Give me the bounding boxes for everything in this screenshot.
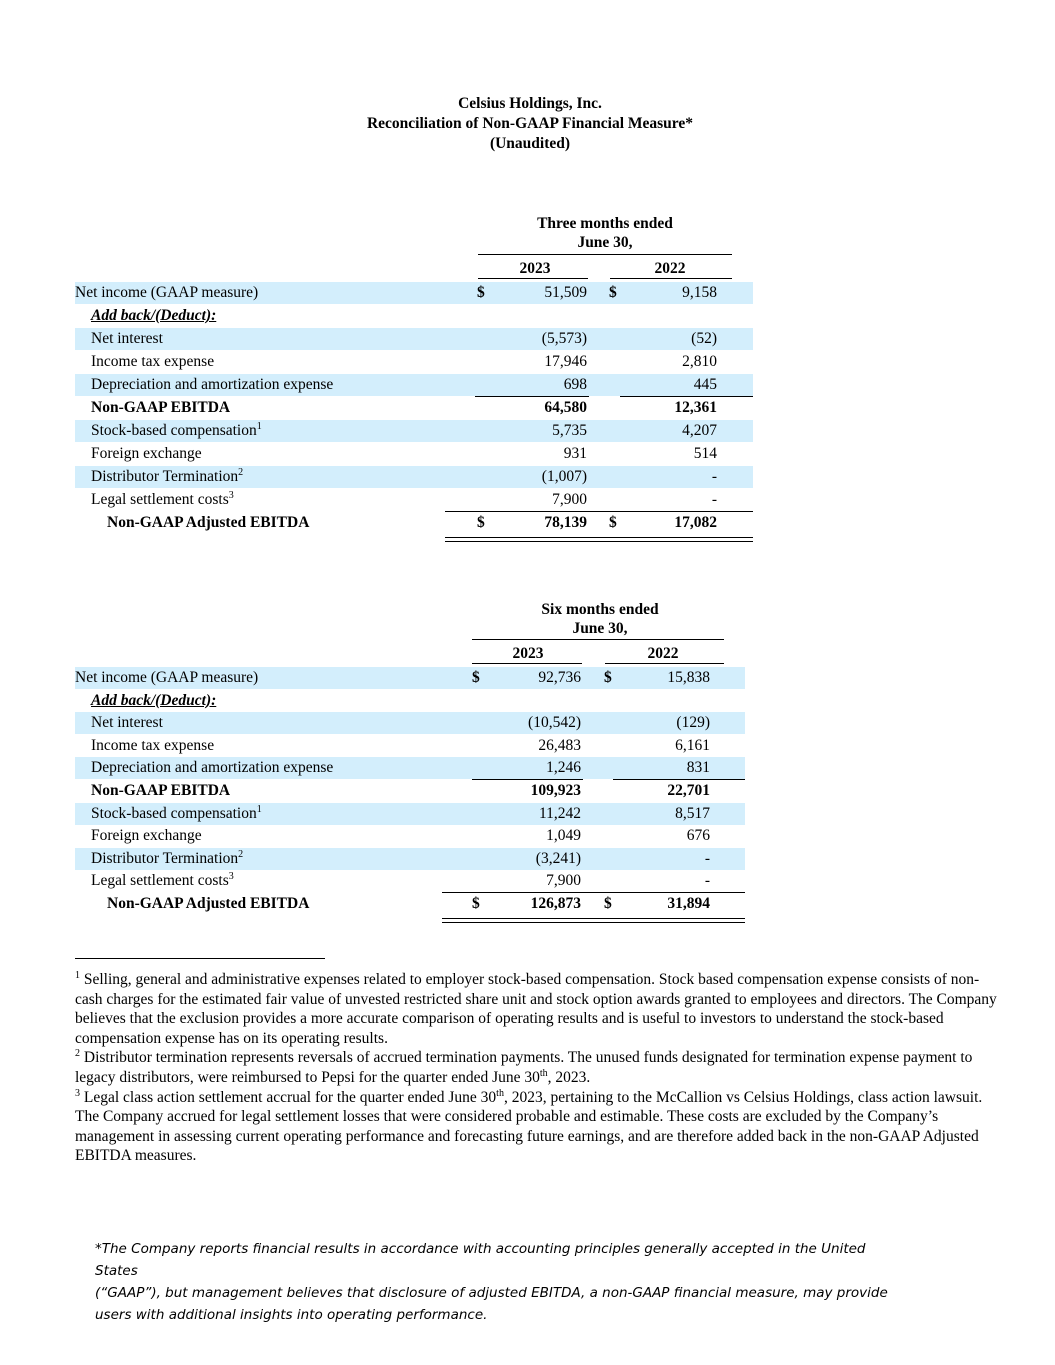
- year-header-2023: 2023: [519, 260, 551, 277]
- table-row-distributor-termination: [75, 466, 753, 488]
- value-2022: 9,158: [682, 284, 717, 301]
- six-months-table: [75, 600, 755, 930]
- row-label: Add back/(Deduct):: [91, 307, 217, 324]
- currency-symbol: $: [609, 284, 617, 301]
- value-2022: -: [711, 491, 717, 508]
- grand-total-double-rule: [445, 537, 753, 542]
- ordinal-suffix: th: [539, 1067, 548, 1079]
- value-2023: (1,007): [541, 468, 587, 485]
- company-name: Celsius Holdings, Inc.: [458, 95, 602, 112]
- row-label: Stock-based compensation$^1$: [91, 803, 262, 822]
- row-label: Non-GAAP Adjusted EBITDA: [107, 514, 310, 531]
- currency-symbol: $: [609, 514, 617, 531]
- value-2023: 931: [563, 445, 587, 462]
- currency-symbol: $: [604, 895, 612, 912]
- value-2022: 445: [693, 376, 717, 393]
- footnote-3: [75, 1088, 1000, 1166]
- value-2022: 514: [693, 445, 717, 462]
- value-2022: 676: [686, 827, 710, 845]
- footnote-text: Distributor termination represents reversals of accrued termination payments. The unused funds designated for termination expense payment to legacy distributors, were reimbursed to Pepsi for the quarter ended June 30: [75, 1049, 973, 1086]
- footnote-text: Selling, general and administrative expenses related to employer stock-based compensation. Stock based compensation expense consists of non-cash charges for the estimated fair value of unvested restricted share unit and stock option awards granted to employees and directors. The Company believes that the exclusion provides a more accurate comparison of operating results and is useful to investors to understand the stock-based compensation expense has on its operating results.: [75, 971, 997, 1047]
- grand-total-double-rule: [442, 918, 745, 923]
- table-row-net-interest: [75, 328, 753, 350]
- row-label: Foreign exchange: [91, 827, 202, 845]
- year-rule-2022: [605, 663, 724, 664]
- value-2023: 78,139: [544, 514, 587, 531]
- subtotal-rule: [620, 396, 753, 397]
- disclaimer: [95, 1238, 895, 1326]
- value-2023: 109,923: [530, 782, 581, 799]
- total-rule: [442, 892, 745, 893]
- value-2022: 6,161: [675, 736, 710, 754]
- currency-symbol: $: [472, 669, 480, 686]
- year-rule-2022: [610, 278, 732, 279]
- year-header-2023: 2023: [512, 645, 544, 662]
- currency-symbol: $: [477, 284, 485, 301]
- header-rule: [472, 639, 724, 640]
- page-title: Reconciliation of Non-GAAP Financial Measure*: [366, 115, 694, 132]
- row-label: Add back/(Deduct):: [91, 691, 217, 709]
- value-2022: -: [711, 468, 717, 485]
- year-rule-2023: [472, 663, 582, 664]
- footnote-2: [75, 1048, 1000, 1087]
- currency-symbol: $: [472, 895, 480, 912]
- value-2022: 22,701: [667, 782, 710, 799]
- value-2023: (3,241): [535, 849, 581, 867]
- value-2023: (5,573): [541, 330, 587, 347]
- footnote-ref: 1: [256, 803, 262, 815]
- row-label: Foreign exchange: [91, 445, 202, 462]
- table-row-non-gaap-ebitda: [75, 780, 745, 802]
- subtotal-rule: [613, 779, 745, 780]
- value-2023: 126,873: [530, 895, 581, 912]
- currency-symbol: $: [477, 514, 485, 531]
- table-row-net-income-gaap-measure: [75, 667, 745, 689]
- value-2022: (52): [691, 330, 717, 347]
- table-row-add-back-deduct: [75, 690, 745, 712]
- value-2023: 64,580: [544, 399, 587, 416]
- footnote-text-end: , 2023.: [547, 1068, 591, 1086]
- value-2022: 831: [686, 759, 710, 777]
- row-label: Non-GAAP EBITDA: [91, 782, 231, 799]
- table-row-net-income-gaap-measure: [75, 282, 753, 304]
- footnote-text: Legal class action settlement accrual for the quarter ended June 30: [80, 1088, 497, 1106]
- value-2022: 4,207: [682, 422, 717, 439]
- period-header: [470, 600, 730, 638]
- page-header: [0, 94, 1055, 154]
- value-2023: 1,049: [546, 827, 581, 845]
- header-rule: [478, 254, 732, 255]
- value-2023: 51,509: [544, 284, 587, 301]
- footnote-number: 3: [75, 1087, 80, 1099]
- value-2022: -: [704, 872, 710, 890]
- table-row-stock-based-compensation: [75, 420, 753, 442]
- page-subtitle: (Unaudited): [489, 135, 571, 152]
- value-2022: 31,894: [667, 895, 710, 912]
- value-2023: 698: [563, 376, 587, 393]
- table-row-non-gaap-ebitda: [75, 397, 753, 419]
- period-header-line2: June 30,: [572, 620, 628, 637]
- row-label: Distributor Termination$^2$: [91, 848, 244, 867]
- row-label: Net income (GAAP measure): [75, 669, 259, 686]
- total-rule: [445, 511, 753, 512]
- row-label: Non-GAAP EBITDA: [91, 399, 231, 416]
- footnote-number: 2: [75, 1048, 80, 1060]
- row-label: Net interest: [91, 330, 163, 347]
- year-header-2022: 2022: [647, 645, 679, 662]
- table-row-non-gaap-adjusted-ebitda: [75, 512, 753, 534]
- value-2022: (129): [676, 714, 710, 732]
- year-header-2022: 2022: [654, 260, 686, 277]
- subtotal-rule: [472, 779, 583, 780]
- three-months-table: [75, 214, 755, 544]
- value-2022: 8,517: [675, 804, 710, 822]
- year-rule-2023: [478, 278, 588, 279]
- disclaimer-line: *The Company reports financial results in accordance with accounting principles generally accepted in the United States: [95, 1241, 866, 1279]
- table-row-foreign-exchange: [75, 443, 753, 465]
- footnote-ref: 1: [256, 420, 262, 432]
- table-row-depreciation-and-amortization-expense: [75, 757, 745, 779]
- currency-symbol: $: [604, 669, 612, 686]
- table-row-legal-settlement-costs: [75, 870, 745, 892]
- footnote-divider: [75, 958, 325, 959]
- value-2023: 92,736: [538, 669, 581, 686]
- footnote-ref: 3: [228, 871, 234, 883]
- value-2022: -: [704, 849, 710, 867]
- table-row-net-interest: [75, 712, 745, 734]
- value-2022: 15,838: [667, 669, 710, 686]
- row-label: Legal settlement costs$^3$: [91, 489, 234, 508]
- table-row-income-tax-expense: [75, 735, 745, 757]
- value-2023: 7,900: [552, 491, 587, 508]
- table-row-distributor-termination: [75, 848, 745, 870]
- row-label: Income tax expense: [91, 353, 215, 370]
- table-row-depreciation-and-amortization-expense: [75, 374, 753, 396]
- table-row-foreign-exchange: [75, 825, 745, 847]
- disclaimer-line: users with additional insights into operating performance.: [95, 1307, 488, 1323]
- footnote-ref: 2: [238, 466, 244, 478]
- row-label: Net interest: [91, 714, 163, 732]
- value-2022: 12,361: [674, 399, 717, 416]
- value-2022: 17,082: [674, 514, 717, 531]
- row-label: Legal settlement costs$^3$: [91, 871, 234, 890]
- period-header-line2: June 30,: [577, 234, 633, 251]
- ordinal-suffix: th: [496, 1087, 504, 1099]
- row-label: Depreciation and amortization expense: [91, 376, 334, 393]
- row-label: Income tax expense: [91, 736, 215, 754]
- subtotal-rule: [475, 396, 589, 397]
- footnotes: [75, 970, 1000, 1166]
- row-label: Stock-based compensation$^1$: [91, 420, 262, 439]
- value-2023: 11,242: [538, 804, 581, 822]
- table-row-stock-based-compensation: [75, 803, 745, 825]
- footnote-ref: 2: [238, 848, 244, 860]
- footnote-ref: 3: [228, 489, 234, 501]
- footnote-number: 1: [75, 969, 80, 981]
- row-label: Depreciation and amortization expense: [91, 759, 334, 777]
- table-row-non-gaap-adjusted-ebitda: [75, 893, 745, 915]
- table-row-legal-settlement-costs: [75, 489, 753, 511]
- row-label: Non-GAAP Adjusted EBITDA: [107, 895, 310, 912]
- period-header-line1: Six months ended: [541, 601, 659, 618]
- table-row-income-tax-expense: [75, 351, 753, 373]
- value-2023: (10,542): [528, 714, 581, 732]
- value-2023: 17,946: [544, 353, 587, 370]
- period-header-line1: Three months ended: [537, 215, 673, 232]
- value-2023: 5,735: [552, 422, 587, 439]
- table-row-add-back-deduct: [75, 305, 753, 327]
- row-label: Net income (GAAP measure): [75, 284, 259, 301]
- value-2023: 7,900: [546, 872, 581, 890]
- period-header: [475, 214, 735, 252]
- value-2023: 26,483: [538, 736, 581, 754]
- footnote-text-end: , 2023, pertaining to the McCallion vs Celsius Holdings, class action lawsuit. The Company accrued for legal settlement losses that were considered probable and estimable. These costs are excluded by the Company’s management in assessing current operating performance and forecasting future earnings, and are therefore added back in the non-GAAP Adjusted EBITDA measures.: [75, 1088, 983, 1165]
- disclaimer-line: (“GAAP”), but management believes that disclosure of adjusted EBITDA, a non-GAAP financial measure, may provide: [95, 1285, 888, 1301]
- value-2023: 1,246: [546, 759, 581, 777]
- row-label: Distributor Termination$^2$: [91, 466, 244, 485]
- footnote-1: [75, 970, 1000, 1048]
- value-2022: 2,810: [682, 353, 717, 370]
